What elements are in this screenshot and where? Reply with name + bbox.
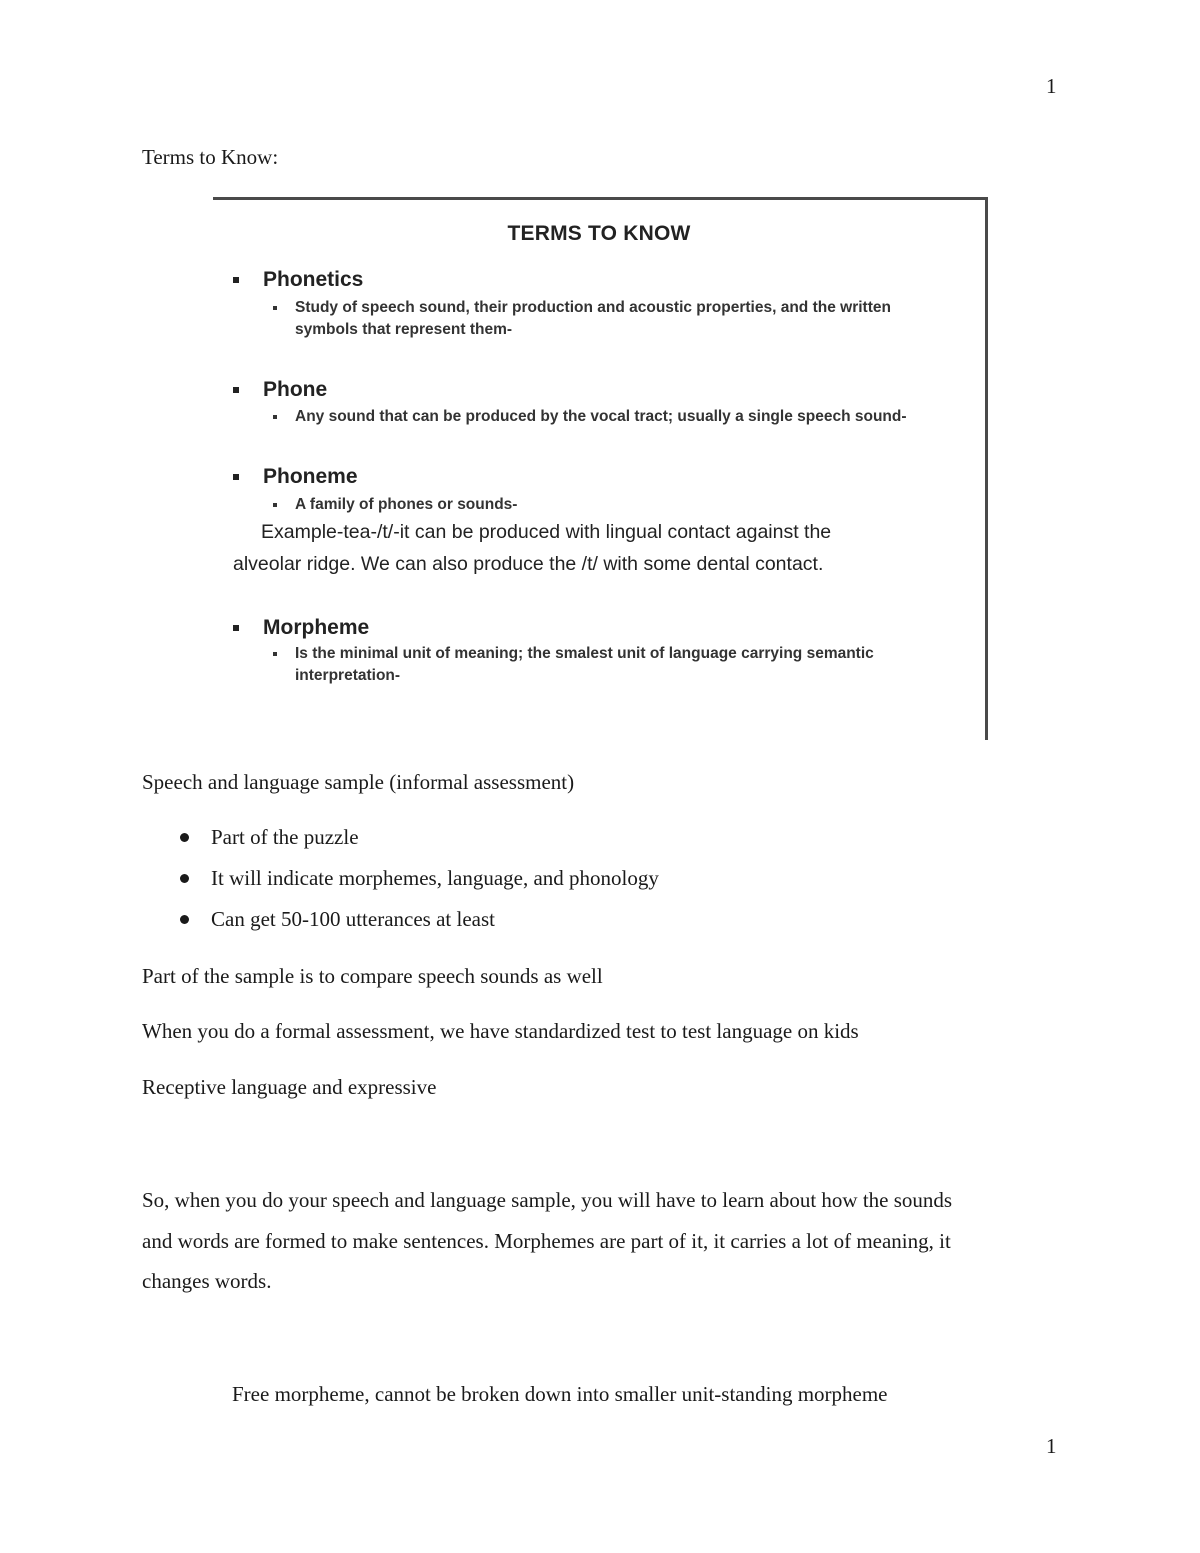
square-bullet-icon (233, 387, 239, 393)
square-bullet-icon (233, 277, 239, 283)
section-heading: Speech and language sample (informal assessment) (142, 770, 575, 794)
paragraph-compare: Part of the sample is to compare speech sounds as well (142, 964, 603, 988)
list-item-text: Part of the puzzle (211, 825, 359, 849)
terms-to-know-label: Terms to Know: (142, 145, 279, 169)
term-phone (233, 378, 327, 402)
definition-phonetics (273, 297, 913, 341)
term-label: Morpheme (263, 616, 370, 639)
example-line-2: alveolar ridge. We can also produce the /t/ with some dental contact. (233, 553, 824, 575)
square-bullet-icon (233, 625, 239, 631)
square-bullet-icon (233, 474, 239, 480)
term-label: Phoneme (263, 465, 358, 488)
list-item-text: It will indicate morphemes, language, and phonology (211, 866, 659, 890)
list-item (180, 858, 659, 899)
page-number-bottom: 1 (1046, 1434, 1057, 1458)
long-paragraph-line-2: and words are formed to make sentences. Morphemes are part of it, it carries a lot of meaning, it (142, 1229, 951, 1253)
definition-text: A family of phones or sounds- (295, 496, 518, 513)
definition-phoneme (273, 494, 517, 516)
paragraph-receptive: Receptive language and expressive (142, 1075, 437, 1099)
centered-line: Free morpheme, cannot be broken down into smaller unit-standing morpheme (232, 1382, 888, 1406)
page-number-top: 1 (1046, 74, 1057, 98)
small-bullet-icon (273, 306, 277, 310)
definition-text: Is the minimal unit of meaning; the smalest unit of language carrying semantic interpretation- (295, 645, 874, 684)
terms-figure (213, 197, 988, 740)
definition-phone (273, 406, 973, 428)
paragraph-formal: When you do a formal assessment, we have standardized test to test language on kids (142, 1019, 859, 1043)
list-item (180, 899, 659, 940)
list-item (180, 817, 659, 858)
term-phoneme (233, 465, 358, 489)
small-bullet-icon (273, 503, 277, 507)
definition-text: Study of speech sound, their production and acoustic properties, and the written symbols that represent them- (295, 299, 891, 338)
small-bullet-icon (273, 652, 277, 656)
definition-text: Any sound that can be produced by the vocal tract; usually a single speech sound- (295, 408, 907, 425)
term-morpheme (233, 616, 369, 640)
term-label: Phonetics (263, 268, 364, 291)
term-phonetics (233, 268, 363, 292)
bullet-list (180, 817, 659, 940)
definition-morpheme (273, 643, 913, 687)
example-line-1: Example-tea-/t/-it can be produced with lingual contact against the (261, 521, 832, 543)
figure-title: TERMS TO KNOW (507, 222, 691, 245)
bullet-icon (180, 915, 189, 924)
long-paragraph-line-3: changes words. (142, 1269, 272, 1293)
list-item-text: Can get 50-100 utterances at least (211, 907, 495, 931)
bullet-icon (180, 833, 189, 842)
small-bullet-icon (273, 415, 277, 419)
bullet-icon (180, 874, 189, 883)
long-paragraph-line-1: So, when you do your speech and language sample, you will have to learn about how the sounds (142, 1188, 953, 1212)
term-label: Phone (263, 378, 328, 401)
